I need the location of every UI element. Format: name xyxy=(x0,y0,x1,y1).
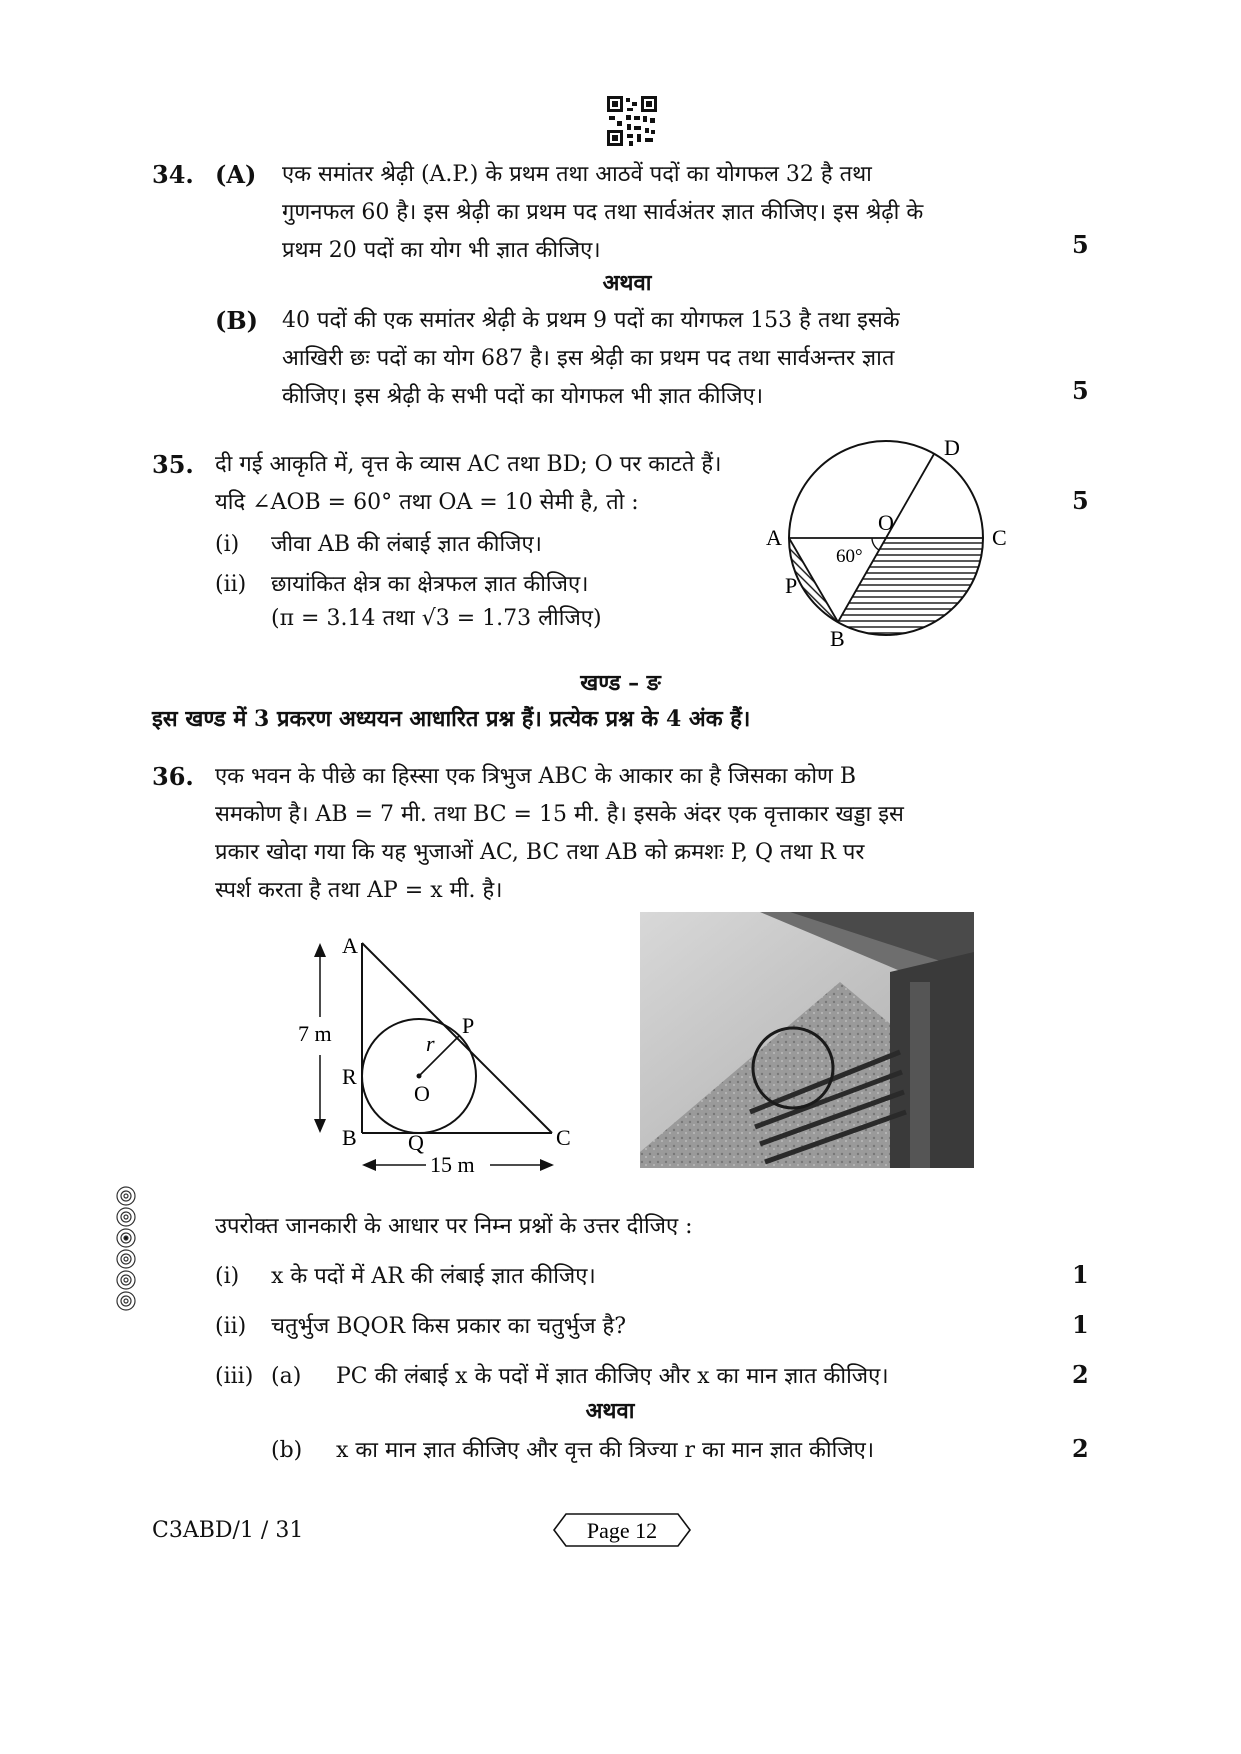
label-c: C xyxy=(556,1125,571,1150)
label-a: A xyxy=(342,933,358,958)
page-number: Page 12 xyxy=(586,1518,658,1543)
question-text: 40 पदों की एक समांतर श्रेढ़ी के प्रथम 9 पदों का योगफल 153 है तथा इसके आखिरी छः पदों का योग 687 है। इस श्रेढ़ी का प्रथम पद तथा सार्वअन्तर ज्ञात कीजिए। इस श्रेढ़ी के सभी पदों का योगफल भी ज्ञात कीजिए। xyxy=(282,308,900,409)
paper-code: C3ABD/1 / 31 xyxy=(152,1518,304,1543)
label-r: R xyxy=(342,1064,357,1089)
angle-label: 60° xyxy=(836,546,863,567)
sub-question-note: (π = 3.14 तथा √3 = 1.73 लीजिए) xyxy=(271,606,602,631)
label-p: P xyxy=(462,1013,475,1038)
marks: 5 xyxy=(1072,230,1089,259)
section-title: खण्ड – ङ xyxy=(580,670,661,696)
section-intro: इस खण्ड में 3 प्रकरण अध्ययन आधारित प्रश्न हैं। प्रत्येक प्रश्न के 4 अंक हैं। xyxy=(152,706,751,732)
label-q: Q xyxy=(408,1130,424,1155)
question-number: 35. xyxy=(152,450,194,479)
question-text: दी गई आकृति में, वृत्त के व्यास AC तथा BD; O पर काटते हैं। यदि ∠AOB = 60° तथा OA = 10 सेमी है, तो : xyxy=(215,452,722,515)
label-d: D xyxy=(944,435,960,460)
label-p: P xyxy=(785,573,798,598)
marks: 5 xyxy=(1072,376,1089,405)
sub-question-text: PC की लंबाई x के पदों में ज्ञात कीजिए और x का मान ज्ञात कीजिए। xyxy=(336,1364,889,1389)
label-b: B xyxy=(342,1125,357,1150)
marks: 1 xyxy=(1072,1260,1089,1289)
sub-question-label: (ii) xyxy=(215,1314,247,1339)
or-separator: अथवा xyxy=(602,270,652,296)
sub-question-label: (a) xyxy=(271,1364,302,1389)
sub-question-intro: उपरोक्त जानकारी के आधार पर निम्न प्रश्नों के उत्तर दीजिए : xyxy=(215,1214,693,1239)
circle-diagram xyxy=(760,430,1020,650)
question-text: एक समांतर श्रेढ़ी (A.P.) के प्रथम तथा आठवें पदों का योगफल 32 है तथा गुणनफल 60 है। इस श्रेढ़ी का प्रथम पद तथा सार्वअंतर ज्ञात कीजिए। इस श्रेढ़ी के प्रथम 20 पदों का योग भी ज्ञात कीजिए। xyxy=(282,162,924,263)
marks: 1 xyxy=(1072,1310,1089,1339)
sub-question-label: (b) xyxy=(271,1438,303,1463)
spiral-mark-icon xyxy=(114,1184,138,1314)
marks: 2 xyxy=(1072,1434,1089,1463)
question-text: एक भवन के पीछे का हिस्सा एक त्रिभुज ABC के आकार का है जिसका कोण B समकोण है। AB = 7 मी. तथा BC = 15 मी. है। इसके अंदर एक वृत्ताकार खड्डा इस प्रकार खोदा गया कि यह भुजाओं AC, BC तथा AB को क्रमशः P, Q तथा R पर स्पर्श करता है तथा AP = x मी. है। xyxy=(215,764,904,903)
label-b: B xyxy=(830,626,845,650)
sub-question-text: जीवा AB की लंबाई ज्ञात कीजिए। xyxy=(271,532,543,557)
sub-question-label: (iii) xyxy=(215,1364,254,1389)
qr-code-icon xyxy=(607,96,657,146)
sub-question-text: चतुर्भुज BQOR किस प्रकार का चतुर्भुज है? xyxy=(271,1314,627,1339)
building-photo xyxy=(640,912,974,1168)
marks: 2 xyxy=(1072,1360,1089,1389)
length-bc: 15 m xyxy=(430,1152,475,1177)
question-number: 34. xyxy=(152,160,194,189)
marks: 5 xyxy=(1072,486,1089,515)
or-separator: अथवा xyxy=(585,1398,635,1424)
label-a: A xyxy=(766,525,782,550)
question-number: 36. xyxy=(152,762,194,791)
sub-question-text: छायांकित क्षेत्र का क्षेत्रफल ज्ञात कीजिए। xyxy=(271,572,589,597)
option-label: (A) xyxy=(215,160,257,189)
sub-question-label: (i) xyxy=(215,1264,240,1289)
sub-question-text: x का मान ज्ञात कीजिए और वृत्त की त्रिज्या r का मान ज्ञात कीजिए। xyxy=(336,1438,875,1463)
sub-question-label: (ii) xyxy=(215,572,247,597)
label-o: O xyxy=(414,1081,430,1106)
sub-question-label: (i) xyxy=(215,532,240,557)
label-o: O xyxy=(878,510,894,535)
option-label: (B) xyxy=(215,306,258,335)
sub-question-text: x के पदों में AR की लंबाई ज्ञात कीजिए। xyxy=(271,1264,596,1289)
length-ab: 7 m xyxy=(298,1021,332,1046)
triangle-diagram xyxy=(290,925,600,1185)
label-radius: r xyxy=(426,1031,435,1056)
label-c: C xyxy=(992,525,1007,550)
page-badge xyxy=(552,1512,692,1548)
